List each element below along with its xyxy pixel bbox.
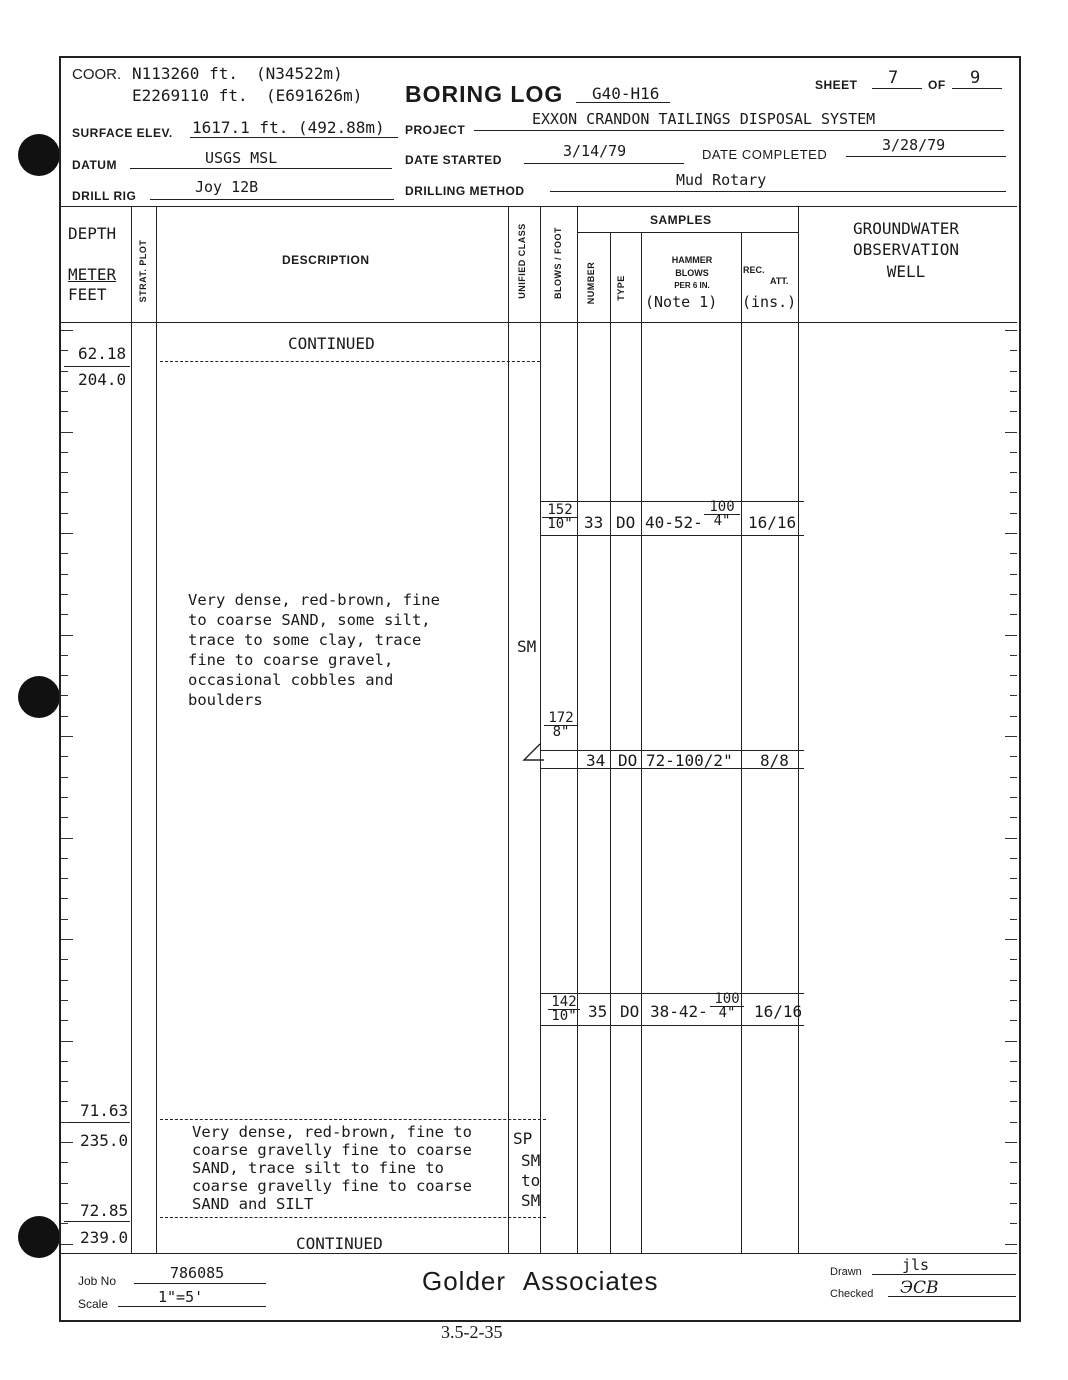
- well-scale-tick: [1010, 1061, 1017, 1062]
- depth-bottom-meter: 72.85: [80, 1201, 129, 1220]
- well-scale-tick: [1010, 797, 1017, 798]
- sheet-label: SHEET: [815, 78, 858, 92]
- depth-scale-tick: [61, 432, 73, 433]
- form-title: BORING LOG: [405, 81, 564, 107]
- col-divider-class: [540, 206, 541, 1254]
- well-scale-tick: [1010, 614, 1017, 615]
- project-line: [474, 130, 1004, 131]
- depth-scale-tick: [61, 817, 68, 818]
- continued-bottom: CONTINUED: [296, 1234, 383, 1253]
- depth-tick-bottom: [64, 1221, 130, 1222]
- well-scale-tick: [1010, 1162, 1017, 1163]
- well-scale-tick: [1005, 1244, 1017, 1245]
- col-divider-depth: [131, 206, 132, 1254]
- sheet-number: 7: [888, 68, 899, 88]
- depth-scale-tick: [61, 1122, 68, 1123]
- rec-header: REC.: [743, 265, 765, 275]
- datum-line: [130, 168, 392, 169]
- layer-2-description: Very dense, red-brown, fine to coarse gravelly fine to coarse SAND, trace silt to fine to coarse gravelly fine to coarse SAND and SILT: [192, 1123, 472, 1213]
- depth-scale-tick: [61, 736, 73, 737]
- datum: USGS MSL: [205, 149, 278, 167]
- depth-scale-tick: [61, 1020, 68, 1021]
- sample-34-rec: 8/8: [760, 751, 789, 770]
- well-scale-tick: [1010, 1081, 1017, 1082]
- sample-33-blows: $\frac{152}{10"}$: [542, 504, 578, 531]
- of-label: OF: [928, 78, 946, 92]
- depth-bottom-feet: 239.0: [80, 1228, 129, 1247]
- surface-elev: 1617.1 ft. (492.88m): [192, 118, 385, 137]
- well-scale-tick: [1010, 878, 1017, 879]
- date-completed: 3/28/79: [882, 136, 946, 154]
- coor-east: E2269110 ft.: [132, 86, 248, 105]
- well-scale-tick: [1010, 452, 1017, 453]
- depth-scale-tick: [61, 1162, 68, 1163]
- layer-1-class: SM: [517, 637, 537, 656]
- well-scale-tick: [1010, 959, 1017, 960]
- depth-scale-tick: [61, 1183, 68, 1184]
- well-scale-tick: [1010, 980, 1017, 981]
- type-header: TYPE: [616, 275, 626, 301]
- checked-by: ЭCB: [900, 1278, 939, 1298]
- coor-north-m: (N34522m): [256, 64, 343, 83]
- hammer-note: (Note 1): [645, 293, 718, 311]
- well-scale-tick: [1010, 553, 1017, 554]
- drawn-label: Drawn: [830, 1266, 862, 1278]
- well-scale-tick: [1010, 1000, 1017, 1001]
- sample-35-top: [540, 993, 804, 994]
- well-scale-tick: [1005, 838, 1017, 839]
- footer-divider: [61, 1253, 1017, 1254]
- rec-units: (ins.): [742, 293, 797, 311]
- depth-scale-tick: [61, 797, 68, 798]
- well-scale-tick: [1005, 330, 1017, 331]
- depth-top-feet: 204.0: [78, 370, 127, 389]
- depth-scale-tick: [61, 1142, 73, 1143]
- depth-scale-tick: [61, 1041, 73, 1042]
- sample-33-hammer-frac: $\frac{100}{4"}$: [704, 501, 740, 528]
- depth-scale-tick: [61, 635, 73, 636]
- hammer-header-2: BLOWS: [675, 268, 709, 278]
- depth-scale-tick: [61, 878, 68, 879]
- depth-scale-tick: [61, 533, 73, 534]
- depth-scale-tick: [61, 838, 73, 839]
- well-scale-tick: [1010, 898, 1017, 899]
- well-scale-tick: [1010, 1020, 1017, 1021]
- well-scale-tick: [1005, 939, 1017, 940]
- depth-mid-feet: 235.0: [80, 1131, 129, 1150]
- sample-35-hammer: 38-42-: [650, 1002, 708, 1021]
- punch-hole-3: [18, 1216, 60, 1258]
- depth-scale-tick: [61, 980, 68, 981]
- well-scale-tick: [1010, 513, 1017, 514]
- depth-header: DEPTH: [68, 224, 117, 243]
- checked-label: Checked: [830, 1288, 874, 1300]
- depth-scale-tick: [61, 756, 68, 757]
- depth-scale-tick: [61, 574, 68, 575]
- well-scale-tick: [1010, 371, 1017, 372]
- well-scale-tick: [1010, 858, 1017, 859]
- depth-scale-tick: [61, 452, 68, 453]
- samples-divider: [577, 232, 798, 233]
- well-scale-tick: [1010, 919, 1017, 920]
- depth-scale-tick: [61, 371, 68, 372]
- well-scale-tick: [1010, 350, 1017, 351]
- sample-34-type: DO: [618, 751, 638, 770]
- hammer-header-1: HAMMER: [671, 255, 713, 265]
- layer-2-class-2: SM: [521, 1151, 541, 1170]
- well-scale-tick: [1010, 1223, 1017, 1224]
- depth-scale-tick: [61, 614, 68, 615]
- sample-33-rec: 16/16: [748, 513, 797, 532]
- depth-scale-tick: [61, 655, 68, 656]
- well-scale-tick: [1010, 411, 1017, 412]
- date-completed-line: [846, 156, 1006, 157]
- depth-scale-tick: [61, 594, 68, 595]
- well-scale-tick: [1010, 655, 1017, 656]
- depth-scale-tick: [61, 959, 68, 960]
- col-divider-hammer: [741, 232, 742, 1254]
- date-started-line: [524, 163, 684, 164]
- sheet-total: 9: [970, 68, 981, 88]
- depth-tick-mid: [64, 1122, 130, 1123]
- well-scale-tick: [1010, 391, 1017, 392]
- drilling-method: Mud Rotary: [676, 171, 767, 189]
- sample-35-number: 35: [588, 1002, 608, 1021]
- depth-scale-tick: [61, 1244, 73, 1245]
- depth-scale-tick: [61, 553, 68, 554]
- sample-35-hammer-frac: $\frac{100}{4"}$: [710, 993, 744, 1020]
- depth-scale-tick: [61, 858, 68, 859]
- job-no-line: [134, 1283, 266, 1284]
- sample-33-type: DO: [616, 513, 636, 532]
- project-label: PROJECT: [405, 123, 466, 137]
- coor-east-m: (E691626m): [266, 86, 363, 105]
- well-scale-tick: [1005, 1142, 1017, 1143]
- depth-scale-tick: [61, 939, 73, 940]
- depth-scale-tick: [61, 350, 68, 351]
- well-scale-tick: [1005, 533, 1017, 534]
- continued-top: CONTINUED: [288, 334, 375, 353]
- sample-35-type: DO: [620, 1002, 640, 1021]
- sample-33-hammer: 40-52-: [645, 513, 703, 532]
- col-divider-type: [641, 232, 642, 1254]
- well-scale-tick: [1010, 594, 1017, 595]
- blows-foot-header: BLOWS / FOOT: [553, 227, 563, 299]
- col-divider-rec: [798, 206, 799, 1254]
- meter-header: METER: [68, 265, 117, 284]
- drilling-method-label: DRILLING METHOD: [405, 184, 525, 198]
- boring-id: G40-H16: [592, 84, 660, 103]
- depth-tick-top: [64, 366, 130, 367]
- sample-34-hammer: 72-100/2": [646, 751, 733, 770]
- layer-2-class-3: to: [521, 1171, 541, 1190]
- well-scale-tick: [1010, 756, 1017, 757]
- col-divider-desc: [508, 206, 509, 1254]
- depth-scale-tick: [61, 777, 68, 778]
- coor-north: N113260 ft.: [132, 64, 238, 83]
- col-divider-strat: [156, 206, 157, 1254]
- sheet-number-line: [872, 88, 922, 89]
- date-started: 3/14/79: [563, 142, 627, 160]
- drawn-by: jls: [902, 1256, 930, 1274]
- description-header: DESCRIPTION: [282, 253, 370, 267]
- drill-rig-label: DRILL RIG: [72, 189, 137, 203]
- unified-class-header: UNIFIED CLASS: [517, 223, 527, 299]
- number-header: NUMBER: [586, 261, 596, 305]
- header-divider: [61, 206, 1017, 207]
- depth-scale-tick: [61, 716, 68, 717]
- sheet-total-line: [952, 88, 1002, 89]
- sample-34-arrow-icon: [522, 740, 546, 762]
- date-completed-label: DATE COMPLETED: [702, 147, 828, 162]
- groundwater-header-2: OBSERVATION: [853, 240, 959, 259]
- samples-header: SAMPLES: [650, 213, 712, 227]
- well-scale-tick: [1005, 1041, 1017, 1042]
- sample-35-blows: $\frac{142}{10"}$: [548, 996, 580, 1023]
- sample-33-number: 33: [584, 513, 604, 532]
- depth-scale-tick: [61, 1223, 68, 1224]
- layer-1-description: Very dense, red-brown, fine to coarse SAND, some silt, trace to some clay, trace fine to coarse gravel, occasional cobbles and boulders: [188, 591, 440, 709]
- well-scale-tick: [1010, 492, 1017, 493]
- well-scale-tick: [1005, 736, 1017, 737]
- hammer-header-3: PER 6 IN.: [674, 281, 710, 290]
- well-scale-tick: [1010, 1122, 1017, 1123]
- depth-scale-tick: [61, 695, 68, 696]
- page-number: 3.5-2-35: [441, 1322, 503, 1342]
- groundwater-header-3: WELL: [886, 262, 926, 281]
- groundwater-header-1: GROUNDWATER: [853, 219, 959, 238]
- drill-rig: Joy 12B: [195, 178, 259, 196]
- col-divider-number: [610, 232, 611, 1254]
- att-header: ATT.: [770, 276, 789, 286]
- depth-scale-tick: [61, 898, 68, 899]
- depth-top-meter: 62.18: [78, 344, 127, 363]
- project: EXXON CRANDON TAILINGS DISPOSAL SYSTEM: [532, 110, 876, 128]
- sample-33-bottom: [540, 535, 804, 536]
- well-scale-tick: [1010, 472, 1017, 473]
- surface-elev-line: [190, 137, 398, 138]
- sample-35-bottom: [540, 1025, 804, 1026]
- well-scale-tick: [1010, 1183, 1017, 1184]
- layer-boundary-mid: [160, 1119, 546, 1120]
- depth-scale-tick: [61, 1000, 68, 1001]
- drill-rig-line: [150, 199, 394, 200]
- depth-scale-tick: [61, 330, 73, 331]
- well-scale-tick: [1010, 695, 1017, 696]
- well-scale-tick: [1010, 777, 1017, 778]
- depth-scale-tick: [61, 513, 68, 514]
- depth-mid-meter: 71.63: [80, 1101, 129, 1120]
- scale-line: [118, 1306, 266, 1307]
- depth-scale-tick: [61, 1101, 68, 1102]
- date-started-label: DATE STARTED: [405, 153, 502, 167]
- drilling-method-line: [550, 191, 1006, 192]
- sample-35-rec: 16/16: [754, 1002, 803, 1021]
- sample-33-top: [540, 501, 804, 502]
- column-header-divider: [61, 322, 1017, 323]
- well-scale-tick: [1010, 574, 1017, 575]
- punch-hole-1: [18, 134, 60, 176]
- well-scale-tick: [1005, 635, 1017, 636]
- well-scale-tick: [1010, 675, 1017, 676]
- well-scale-tick: [1005, 432, 1017, 433]
- depth-scale-tick: [61, 675, 68, 676]
- well-scale-tick: [1010, 1203, 1017, 1204]
- sample-34-blows: $\frac{172}{8"}$: [544, 712, 578, 739]
- punch-hole-2: [18, 676, 60, 718]
- layer-2-class-4: SM: [521, 1191, 541, 1210]
- depth-scale-tick: [61, 411, 68, 412]
- layer-2-class-1: SP: [513, 1129, 533, 1148]
- well-scale-tick: [1010, 817, 1017, 818]
- datum-label: DATUM: [72, 158, 117, 172]
- coor-label: COOR.: [72, 66, 122, 83]
- job-no-label: Job No: [78, 1274, 117, 1288]
- company-name: Golder Associates: [422, 1266, 659, 1296]
- layer-boundary-top: [160, 361, 540, 362]
- sample-34-number: 34: [586, 751, 606, 770]
- depth-scale-tick: [61, 1081, 68, 1082]
- drawn-line: [872, 1274, 1016, 1275]
- depth-scale-tick: [61, 1203, 68, 1204]
- depth-scale-tick: [61, 492, 68, 493]
- surface-elev-label: SURFACE ELEV.: [72, 126, 173, 140]
- feet-header: FEET: [68, 285, 107, 304]
- boring-id-line: [576, 102, 670, 103]
- job-no: 786085: [170, 1264, 225, 1282]
- depth-scale-tick: [61, 472, 68, 473]
- checked-line: [888, 1296, 1016, 1297]
- layer-boundary-bottom: [160, 1217, 546, 1218]
- scale-label: Scale: [78, 1297, 109, 1311]
- well-scale-tick: [1010, 1101, 1017, 1102]
- depth-scale-tick: [61, 1061, 68, 1062]
- depth-scale-tick: [61, 391, 68, 392]
- depth-scale-tick: [61, 919, 68, 920]
- scale: 1"=5': [158, 1288, 204, 1306]
- strat-plot-header: STRAT. PLOT: [138, 239, 148, 303]
- well-scale-tick: [1010, 716, 1017, 717]
